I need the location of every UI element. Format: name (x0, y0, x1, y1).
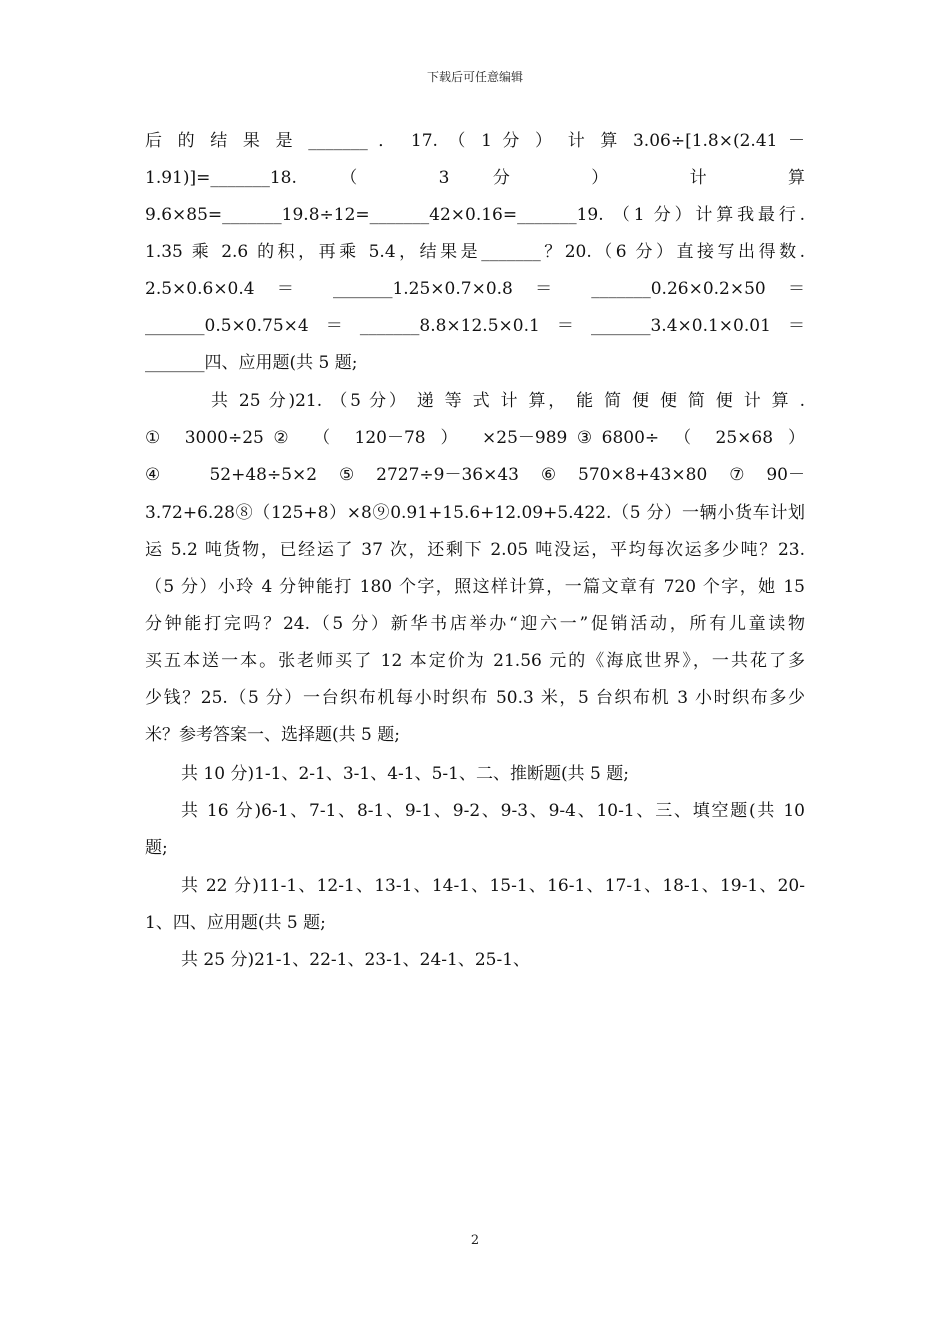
text-line: 后 的 结 果 是 _______ ． 17. （ 1 分 ） 计 算 3.06÷[1.8×(2.41 － (145, 131, 805, 151)
text-line: 米？参考答案一、选择题(共 5 题; (145, 725, 400, 745)
text-line: 9.6×85=_______19.8÷12=_______42×0.16=_______19. （1 分）计算我最行. (145, 205, 805, 225)
text-line: 3.72+6.28⑧（125+8）×8⑨0.91+15.6+12.09+5.422.（5 分）一辆小货车计划 (145, 503, 805, 523)
text-line: 共 25 分)21-1、22-1、23-1、24-1、25-1、 (181, 950, 531, 970)
text-line: 运 5.2 吨货物，已经运了 37 次，还剩下 2.05 吨没运，平均每次运多少吨？23. (145, 540, 805, 560)
text-line: （5 分）小玲 4 分钟能打 180 个字，照这样计算，一篇文章有 720 个字，她 15 (145, 577, 805, 597)
text-line: ④ 52+48÷5×2⑤2727÷9－36×43⑥570×8+43×80⑦90－ (145, 465, 805, 485)
text-line: 共 22 分)11-1、12-1、13-1、14-1、15-1、16-1、17-1、18-1、19-1、20- (181, 876, 805, 896)
text-line: 共 10 分)1-1、2-1、3-1、4-1、5-1、二、推断题(共 5 题; (181, 764, 629, 784)
text-line: _______0.5×0.75×4＝_______8.8×12.5×0.1＝_______3.4×0.1×0.01＝ (145, 316, 805, 336)
text-line: 分钟能打完吗？24.（5 分）新华书店举办“迎六一”促销活动，所有儿童读物 (145, 614, 805, 634)
text-line: 少钱？25.（5 分）一台织布机每小时织布 50.3 米，5 台织布机 3 小时织布多少 (145, 688, 805, 708)
text-line: 2.5×0.6×0.4 ＝ _______1.25×0.7×0.8 ＝ _______0.26×0.2×50 ＝ (145, 279, 805, 299)
text-line: 1、四、应用题(共 5 题; (145, 913, 326, 933)
text-line: 题; (145, 838, 168, 858)
text-line: 共 25 分)21. （5 分） 递 等 式 计 算， 能 简 便 便 简 便 计 算 . (211, 391, 805, 411)
text-line: 1.35 乘 2.6 的积，再乘 5.4，结果是_______？20.（6 分）直接写出得数. (145, 242, 805, 262)
text-line: 共 16 分)6-1、7-1、8-1、9-1、9-2、9-3、9-4、10-1、三、填空题(共 10 (181, 801, 805, 821)
text-line: 买五本送一本。张老师买了 12 本定价为 21.56 元的《海底世界》，一共花了多 (145, 651, 805, 671)
page-header: 下载后可任意编辑 (426, 70, 523, 84)
text-line: 1.91)]=_______18. （ 3 分 ） 计 算 (145, 168, 805, 188)
text-line: ① 3000÷25② （ 120－78 ） ×25－989③6800÷ （ 25×68 ） (145, 428, 805, 448)
page-number: 2 (470, 1233, 480, 1248)
text-line: _______四、应用题(共 5 题; (145, 353, 358, 373)
